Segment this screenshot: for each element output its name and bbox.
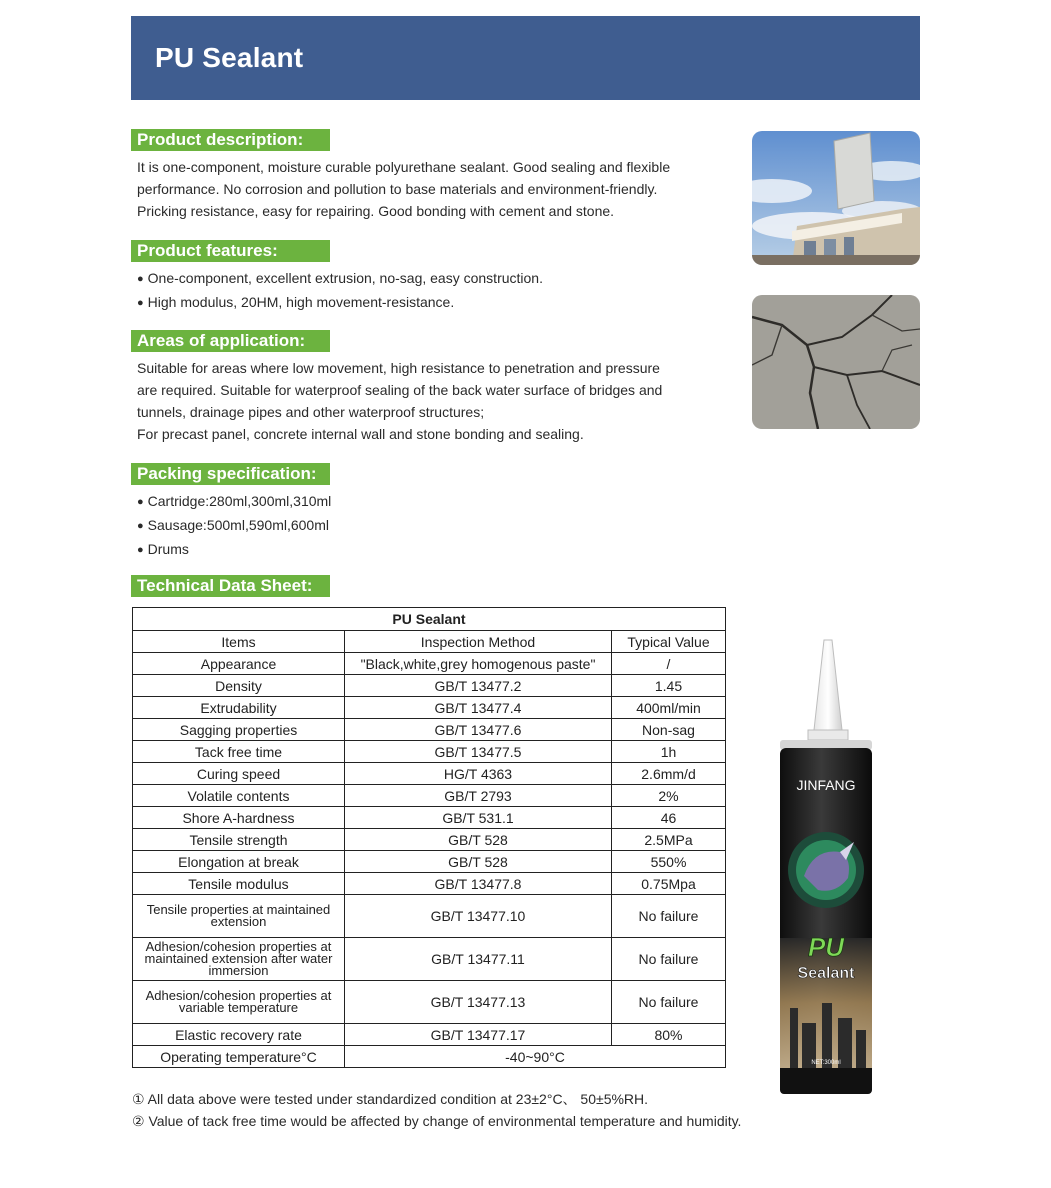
cell-value: Non-sag	[612, 719, 726, 741]
cell-item: Curing speed	[133, 763, 345, 785]
cell-value: 2%	[612, 785, 726, 807]
cell-item: Tack free time	[133, 741, 345, 763]
cell-item: Extrudability	[133, 697, 345, 719]
cell-method: GB/T 528	[345, 829, 612, 851]
table-row	[133, 873, 726, 895]
cell-value: 46	[612, 807, 726, 829]
product-cartridge-image	[770, 638, 882, 1098]
cell-item: Density	[133, 675, 345, 697]
application-line: are required. Suitable for waterproof sealing of the back water surface of bridges and	[137, 382, 663, 398]
feature-item: ● High modulus, 20HM, high movement-resistance.	[137, 291, 677, 315]
table-row	[133, 763, 726, 785]
cell-value: 2.6mm/d	[612, 763, 726, 785]
table-row	[133, 981, 726, 1024]
application-line: tunnels, drainage pipes and other waterproof structures;	[137, 404, 485, 420]
cell-method: GB/T 13477.13	[345, 981, 612, 1024]
cell-value: 0.75Mpa	[612, 873, 726, 895]
cell-item: Elongation at break	[133, 851, 345, 873]
table-row	[133, 807, 726, 829]
description-line: It is one-component, moisture curable polyurethane sealant. Good sealing and flexible	[137, 159, 671, 175]
cracked-concrete-photo	[752, 295, 920, 429]
description-line: performance. No corrosion and pollution to base materials and environment-friendly.	[137, 181, 658, 197]
features-list	[137, 267, 677, 315]
table-row	[133, 675, 726, 697]
table-row	[133, 938, 726, 981]
application-line: Suitable for areas where low movement, high resistance to penetration and pressure	[137, 360, 660, 376]
cell-value: /	[612, 653, 726, 675]
page-title: PU Sealant	[155, 42, 304, 73]
table-row	[133, 851, 726, 873]
section-title-tds: Technical Data Sheet:	[131, 575, 330, 597]
cell-item: Tensile strength	[133, 829, 345, 851]
cell-method: GB/T 13477.6	[345, 719, 612, 741]
cell-item: Tensile modulus	[133, 873, 345, 895]
application-line: For precast panel, concrete internal wall and stone bonding and sealing.	[137, 426, 584, 442]
description-line: Pricking resistance, easy for repairing. Good bonding with cement and stone.	[137, 203, 615, 219]
table-row	[133, 1046, 726, 1068]
cell-method: GB/T 528	[345, 851, 612, 873]
table-row	[133, 829, 726, 851]
cell-item: Volatile contents	[133, 785, 345, 807]
cell-item: Appearance	[133, 653, 345, 675]
cell-value: No failure	[612, 895, 726, 938]
cell-method: GB/T 13477.10	[345, 895, 612, 938]
cell-method: GB/T 13477.8	[345, 873, 612, 895]
column-header: Items	[133, 631, 345, 653]
packing-item: ● Drums	[137, 538, 677, 562]
cell-item: Tensile properties at maintained extension	[133, 895, 345, 938]
cell-method: GB/T 13477.11	[345, 938, 612, 981]
cell-item: Adhesion/cohesion properties at variable temperature	[133, 981, 345, 1024]
cell-method: GB/T 13477.17	[345, 1024, 612, 1046]
packing-list	[137, 490, 677, 562]
cell-value: 1h	[612, 741, 726, 763]
section-title-application: Areas of application:	[131, 330, 330, 352]
section-title-packing: Packing specification:	[131, 463, 330, 485]
application-text	[137, 357, 677, 445]
table-row	[133, 653, 726, 675]
label-sealant: Sealant	[797, 965, 855, 982]
cell-item: Adhesion/cohesion properties at maintained extension after water immersion	[133, 938, 345, 981]
label-pu: PU	[807, 932, 845, 962]
column-header: Typical Value	[612, 631, 726, 653]
cell-method: "Black,white,grey homogenous paste"	[345, 653, 612, 675]
cell-method: GB/T 13477.2	[345, 675, 612, 697]
packing-item: ● Cartridge:280ml,300ml,310ml	[137, 490, 677, 514]
footnotes	[132, 1088, 741, 1132]
footnote: ① All data above were tested under standardized condition at 23±2°C、 50±5%RH.	[132, 1091, 649, 1107]
technical-data-table	[132, 607, 726, 1068]
table-row	[133, 719, 726, 741]
footnote: ② Value of tack free time would be affected by change of environmental temperature and humidity.	[132, 1113, 742, 1129]
header-banner	[131, 16, 920, 100]
cell-item: Shore A-hardness	[133, 807, 345, 829]
column-header: Inspection Method	[345, 631, 612, 653]
table-row	[133, 1024, 726, 1046]
cell-value: -40~90°C	[345, 1046, 726, 1068]
cell-item: Sagging properties	[133, 719, 345, 741]
cell-value: 2.5MPa	[612, 829, 726, 851]
table-row	[133, 785, 726, 807]
cell-item: Operating temperature°C	[133, 1046, 345, 1068]
brand-text: JINFANG	[796, 777, 856, 793]
cell-value: 1.45	[612, 675, 726, 697]
section-title-description: Product description:	[131, 129, 330, 151]
cell-method: GB/T 531.1	[345, 807, 612, 829]
cell-value: 550%	[612, 851, 726, 873]
cell-method: HG/T 4363	[345, 763, 612, 785]
table-row	[133, 895, 726, 938]
cell-method: GB/T 13477.4	[345, 697, 612, 719]
table-header-row	[133, 631, 726, 653]
cell-value: No failure	[612, 938, 726, 981]
table-caption: PU Sealant	[133, 608, 726, 631]
cell-item: Elastic recovery rate	[133, 1024, 345, 1046]
table-row	[133, 741, 726, 763]
cell-value: 80%	[612, 1024, 726, 1046]
cell-value: 400ml/min	[612, 697, 726, 719]
feature-item: ● One-component, excellent extrusion, no-sag, easy construction.	[137, 267, 677, 291]
packing-item: ● Sausage:500ml,590ml,600ml	[137, 514, 677, 538]
net-volume-text: NET:300ml	[811, 1060, 841, 1066]
description-text	[137, 156, 677, 222]
cell-method: GB/T 2793	[345, 785, 612, 807]
cell-value: No failure	[612, 981, 726, 1024]
building-photo	[752, 131, 920, 265]
table-row	[133, 697, 726, 719]
section-title-features: Product features:	[131, 240, 330, 262]
cell-method: GB/T 13477.5	[345, 741, 612, 763]
